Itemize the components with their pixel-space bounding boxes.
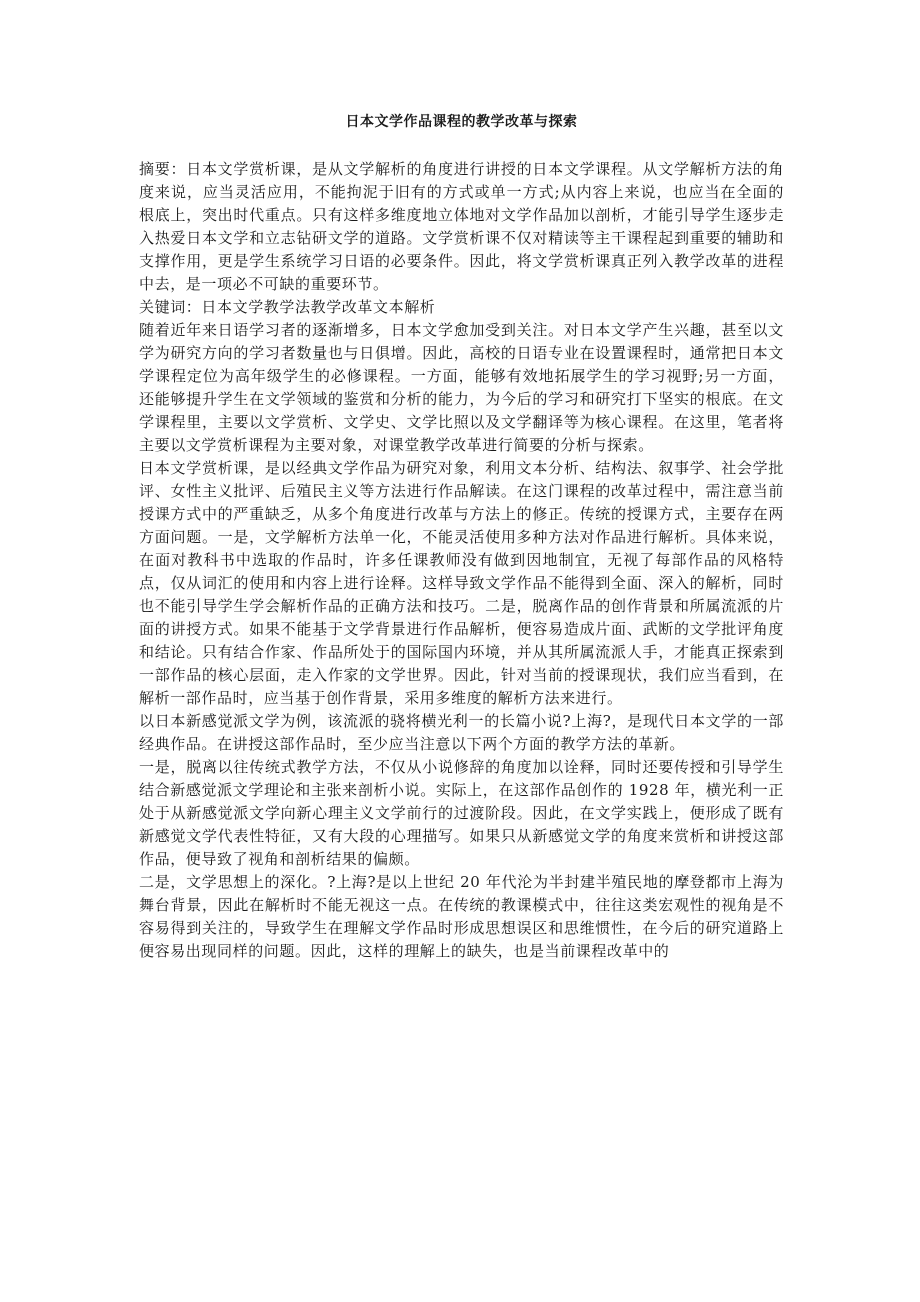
document-title: 日本文学作品课程的教学改革与探索 [345, 114, 578, 130]
keywords-paragraph: 关键词：日本文学教学法教学改革文本解析 [139, 298, 436, 316]
body-paragraph: 一是，脱离以往传统式教学方法，不仅从小说修辞的角度加以诠释，同时还要传授和引导学生结合新感觉派文学理论和主张来剖析小说。实际上，在这部作品创作的 1928 年，横光利一正处于从新感觉派文学向新心理主义文学前行的过渡阶段。因此，在文学实践上，便形成了既有新感觉文学代表性特征，又有大段的心理描写。如果只从新感觉文学的角度来赏析和讲授这部作品，便导致了视角和剖析结果的偏颇。 [139, 758, 784, 868]
body-paragraph: 以日本新感觉派文学为例，该流派的骁将横光利一的长篇小说?上海?，是现代日本文学的一部经典作品。在讲授这部作品时，至少应当注意以下两个方面的教学方法的革新。 [139, 712, 784, 753]
abstract-paragraph: 摘要：日本文学赏析课，是从文学解析的角度进行讲授的日本文学课程。从文学解析方法的角度来说，应当灵活应用，不能拘泥于旧有的方式或单一方式;从内容上来说，也应当在全面的根底上，突出时代重点。只有这样多维度地立体地对文学作品加以剖析，才能引导学生逐步走入热爱日本文学和立志钻研文学的道路。文学赏析课不仅对精读等主干课程起到重要的辅助和支撑作用，更是学生系统学习日语的必要条件。因此，将文学赏析课真正列入教学改革的进程中去，是一项必不可缺的重要环节。 [139, 160, 784, 293]
body-paragraph: 日本文学赏析课，是以经典文学作品为研究对象，利用文本分析、结构法、叙事学、社会学批评、女性主义批评、后殖民主义等方法进行作品解读。在这门课程的改革过程中，需注意当前授课方式中的严重缺乏，从多个角度进行改革与方法上的修正。传统的授课方式，主要存在两方面问题。一是，文学解析方法单一化，不能灵活使用多种方法对作品进行解析。具体来说，在面对教科书中选取的作品时，许多任课教师没有做到因地制宜，无视了每部作品的风格特点，仅从词汇的使用和内容上进行诠释。这样导致文学作品不能得到全面、深入的解析，同时也不能引导学生学会解析作品的正确方法和技巧。二是，脱离作品的创作背景和所属流派的片面的讲授方式。如果不能基于文学背景进行作品解析，便容易造成片面、武断的文学批评角度和结论。只有结合作家、作品所处于的国际国内环境，并从其所属流派人手，才能真正探索到一部作品的核心层面，走入作家的文学世界。因此，针对当前的授课现状，我们应当看到，在解析一部作品时，应当基于创作背景，采用多维度的解析方法来进行。 [139, 459, 784, 707]
document-page [139, 112, 784, 963]
body-paragraph: 二是，文学思想上的深化。?上海?是以上世纪 20 年代沦为半封建半殖民地的摩登都市上海为舞台背景，因此在解析时不能无视这一点。在传统的教课模式中，往往这类宏观性的视角是不容易得到关注的，导致学生在理解文学作品时形成思想误区和思维惯性，在今后的研究道路上便容易出现同样的问题。因此，这样的理解上的缺失，也是当前课程改革中的 [139, 873, 784, 960]
body-paragraph: 随着近年来日语学习者的逐渐增多，日本文学愈加受到关注。对日本文学产生兴趣，甚至以文学为研究方向的学习者数量也与日俱增。因此，高校的日语专业在设置课程时，通常把日本文学课程定位为高年级学生的必修课程。一方面，能够有效地拓展学生的学习视野;另一方面，还能够提升学生在文学领域的鉴赏和分析的能力，为今后的学习和研究打下坚实的根底。在文学课程里，主要以文学赏析、文学史、文学比照以及文学翻译等为核心课程。在这里，笔者将主要以文学赏析课程为主要对象，对课堂教学改革进行简要的分析与探索。 [139, 321, 784, 454]
